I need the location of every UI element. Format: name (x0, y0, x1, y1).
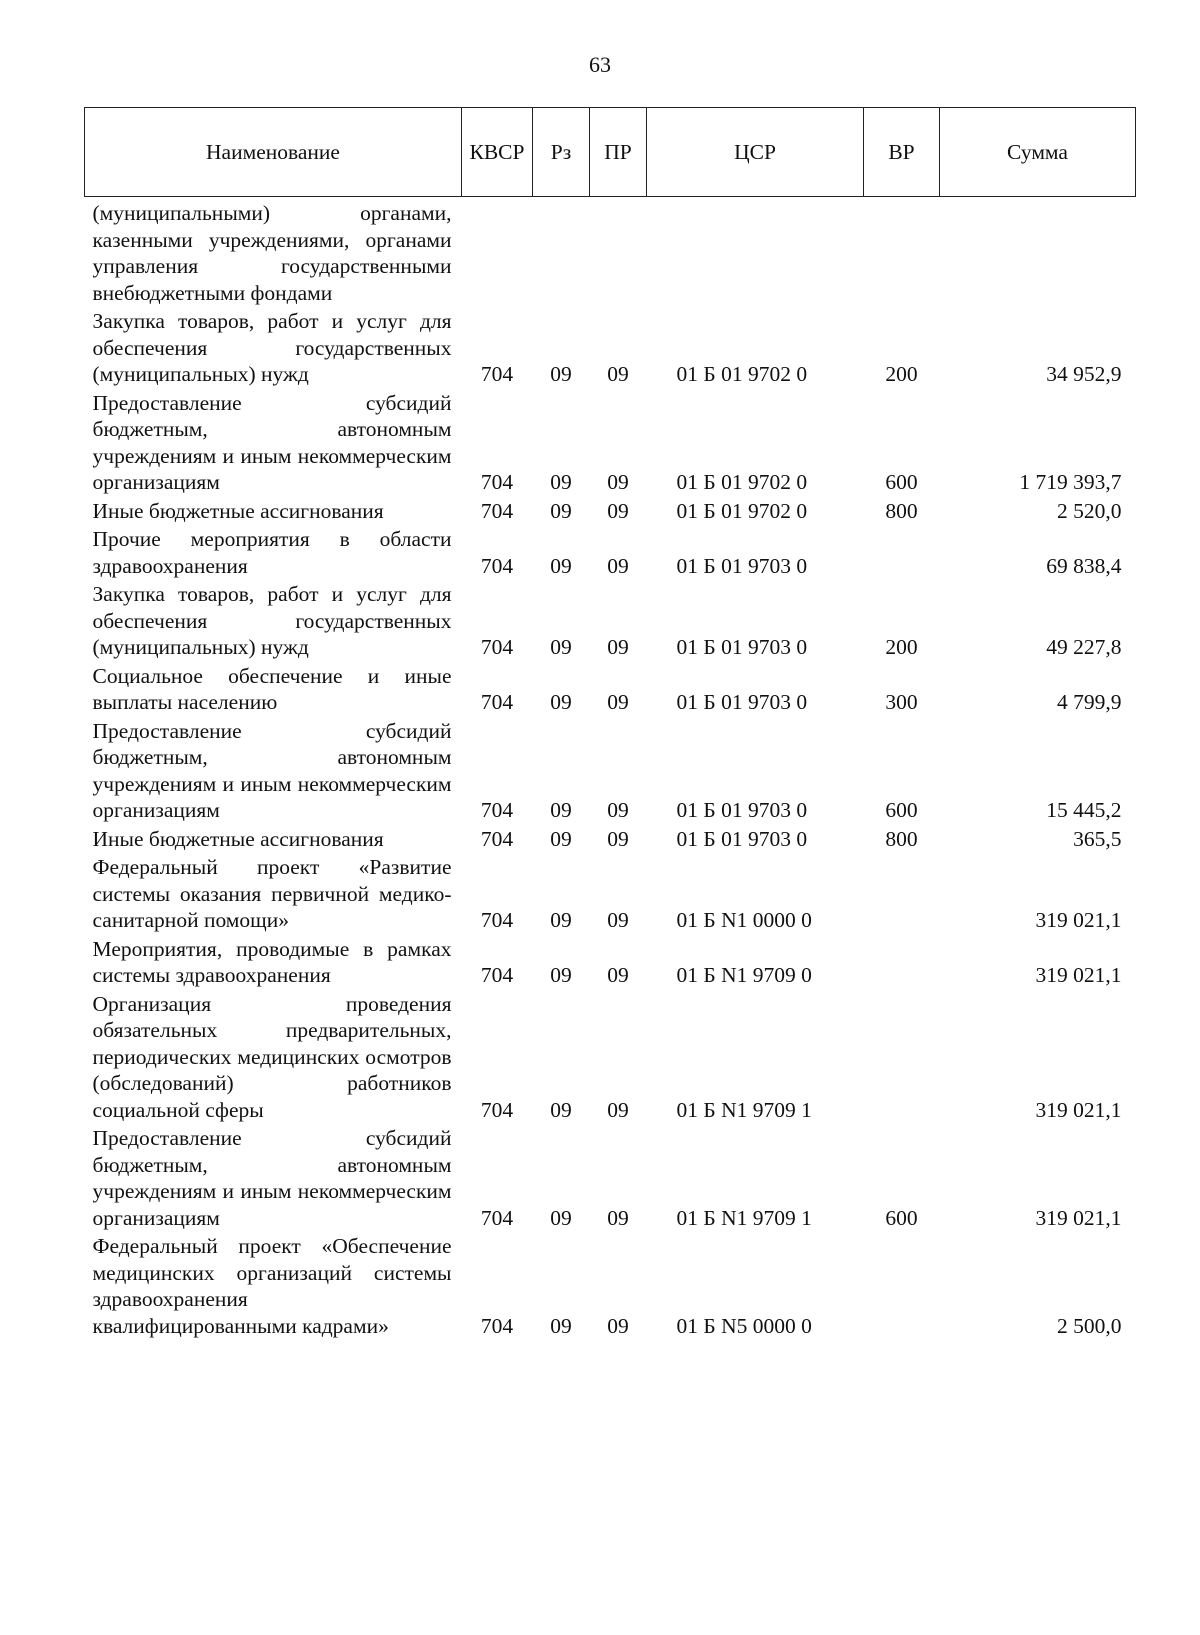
cell-sum: 34 952,9 (1046, 362, 1122, 386)
header-kvsr: КВСР (462, 108, 533, 197)
cell-csr: 01 Б 01 9703 0 (676, 635, 808, 659)
page-number: 63 (589, 52, 611, 77)
cell-name: Иные бюджетные ассигнования (92, 498, 384, 523)
cell-pr: 09 (607, 1097, 629, 1122)
cell-kvsr: 704 (480, 1205, 514, 1230)
cell-csr: 01 Б N5 0000 0 (676, 1313, 812, 1338)
cell-vr (864, 525, 940, 580)
cell-kvsr: 704 (480, 1097, 514, 1122)
table-body (85, 197, 1136, 1341)
cell-csr: 01 Б N1 9709 1 (676, 1097, 812, 1122)
cell-sum: 365,5 (1073, 826, 1122, 851)
cell-pr: 09 (607, 826, 629, 851)
cell-kvsr: 704 (480, 470, 514, 494)
cell-rz: 09 (550, 470, 572, 494)
cell-pr: 09 (607, 908, 629, 932)
table-header (85, 108, 1136, 197)
cell-pr: 09 (607, 963, 629, 987)
cell-sum: 69 838,4 (1046, 553, 1122, 578)
cell-csr: 01 Б 01 9702 0 (676, 470, 808, 494)
cell-kvsr: 704 (480, 1313, 514, 1338)
cell-vr: 300 (885, 690, 918, 714)
cell-vr: 800 (885, 826, 918, 851)
header-vr: ВР (864, 108, 940, 197)
cell-name: Закупка товаров, работ и услуг для обеспечения государственных (муниципальных) нужд (92, 309, 452, 386)
cell-pr: 09 (607, 470, 629, 494)
cell-name: Предоставление субсидий бюджетным, автономным учреждениям и иным некоммерческим организациям (92, 390, 452, 494)
cell-kvsr: 704 (480, 362, 514, 386)
cell-sum: 319 021,1 (1035, 1205, 1122, 1230)
cell-pr (590, 197, 647, 308)
cell-sum: 2 520,0 (1057, 498, 1122, 523)
cell-vr (864, 990, 940, 1125)
cell-kvsr: 704 (480, 798, 514, 822)
cell-vr: 800 (885, 498, 918, 523)
cell-pr: 09 (607, 1313, 629, 1338)
cell-csr (647, 197, 864, 308)
cell-csr: 01 Б 01 9703 0 (676, 826, 808, 851)
cell-csr: 01 Б 01 9703 0 (676, 690, 808, 714)
table-row (85, 307, 1136, 389)
cell-kvsr: 704 (480, 553, 514, 578)
cell-sum: 4 799,9 (1057, 690, 1122, 714)
cell-rz: 09 (550, 1097, 572, 1122)
table-row (85, 1124, 1136, 1232)
header-pr: ПР (590, 108, 647, 197)
cell-kvsr (462, 197, 533, 308)
cell-rz: 09 (550, 908, 572, 932)
cell-csr: 01 Б N1 9709 0 (676, 963, 812, 987)
header-rz: Рз (533, 108, 590, 197)
cell-pr: 09 (607, 553, 629, 578)
cell-sum: 319 021,1 (1035, 1097, 1122, 1122)
cell-csr: 01 Б 01 9703 0 (676, 553, 808, 578)
cell-name: Иные бюджетные ассигнования (92, 826, 384, 851)
table-row (85, 935, 1136, 990)
cell-sum: 319 021,1 (1035, 963, 1122, 987)
table-row (85, 717, 1136, 825)
cell-name: Предоставление субсидий бюджетным, автономным учреждениям и иным некоммерческим организациям (92, 1126, 452, 1230)
table-row (85, 389, 1136, 497)
cell-vr: 200 (885, 362, 918, 386)
cell-name: Социальное обеспечение и иные выплаты населению (92, 663, 452, 714)
cell-rz: 09 (550, 635, 572, 659)
cell-csr: 01 Б 01 9703 0 (676, 798, 808, 822)
cell-vr: 600 (885, 470, 918, 494)
cell-pr: 09 (607, 498, 629, 523)
table-row (85, 853, 1136, 935)
cell-sum (940, 197, 1136, 308)
cell-rz: 09 (550, 553, 572, 578)
table-row (85, 580, 1136, 662)
table-row (85, 197, 1136, 308)
cell-vr (864, 853, 940, 935)
cell-pr: 09 (607, 362, 629, 386)
table-row (85, 825, 1136, 854)
cell-kvsr: 704 (480, 635, 514, 659)
cell-name: Мероприятия, проводимые в рамках системы здравоохранения (92, 936, 452, 987)
cell-rz: 09 (550, 362, 572, 386)
cell-sum: 49 227,8 (1046, 635, 1122, 659)
cell-vr (864, 935, 940, 990)
cell-name: Организация проведения обязательных предварительных, периодических медицинских осмотров (обследований) работников социальной сферы (92, 991, 452, 1122)
cell-rz: 09 (550, 798, 572, 822)
table-row (85, 662, 1136, 717)
cell-kvsr: 704 (480, 908, 514, 932)
cell-rz (533, 197, 590, 308)
cell-kvsr: 704 (480, 690, 514, 714)
table-row (85, 990, 1136, 1125)
header-sum: Сумма (940, 108, 1136, 197)
cell-sum: 1 719 393,7 (1019, 470, 1122, 494)
cell-pr: 09 (607, 690, 629, 714)
table-row (85, 525, 1136, 580)
cell-name: Федеральный проект «Развитие системы оказания первичной медико-санитарной помощи» (92, 855, 452, 932)
cell-csr: 01 Б N1 0000 0 (676, 908, 812, 932)
cell-sum: 319 021,1 (1035, 908, 1122, 932)
cell-name: (муниципальными) органами, казенными учреждениями, органами управления государственными внебюджетными фондами (92, 201, 452, 305)
table-row (85, 1232, 1136, 1340)
cell-rz: 09 (550, 498, 572, 523)
cell-sum: 2 500,0 (1057, 1313, 1122, 1338)
cell-rz: 09 (550, 690, 572, 714)
budget-table (84, 107, 1136, 1340)
cell-pr: 09 (607, 798, 629, 822)
cell-vr (864, 1232, 940, 1340)
cell-name: Прочие мероприятия в области здравоохранения (92, 527, 452, 578)
cell-vr: 600 (885, 1205, 918, 1230)
cell-pr: 09 (607, 635, 629, 659)
cell-csr: 01 Б 01 9702 0 (676, 362, 808, 386)
cell-sum: 15 445,2 (1046, 798, 1122, 822)
cell-csr: 01 Б N1 9709 1 (676, 1205, 812, 1230)
cell-pr: 09 (607, 1205, 629, 1230)
cell-vr (864, 197, 940, 308)
budget-table-container (84, 107, 1135, 1340)
cell-name: Федеральный проект «Обеспечение медицинских организаций системы здравоохранения квалифицированными кадрами» (92, 1234, 452, 1338)
cell-name: Закупка товаров, работ и услуг для обеспечения государственных (муниципальных) нужд (92, 582, 452, 659)
cell-vr: 200 (885, 635, 918, 659)
header-name: Наименование (85, 108, 462, 197)
header-csr: ЦСР (647, 108, 864, 197)
table-row (85, 497, 1136, 526)
cell-csr: 01 Б 01 9702 0 (676, 498, 808, 523)
cell-kvsr: 704 (480, 498, 514, 523)
cell-rz: 09 (550, 1205, 572, 1230)
cell-kvsr: 704 (480, 963, 514, 987)
cell-rz: 09 (550, 963, 572, 987)
cell-kvsr: 704 (480, 826, 514, 851)
cell-rz: 09 (550, 1313, 572, 1338)
cell-name: Предоставление субсидий бюджетным, автономным учреждениям и иным некоммерческим организациям (92, 718, 452, 822)
cell-rz: 09 (550, 826, 572, 851)
cell-vr: 600 (885, 798, 918, 822)
